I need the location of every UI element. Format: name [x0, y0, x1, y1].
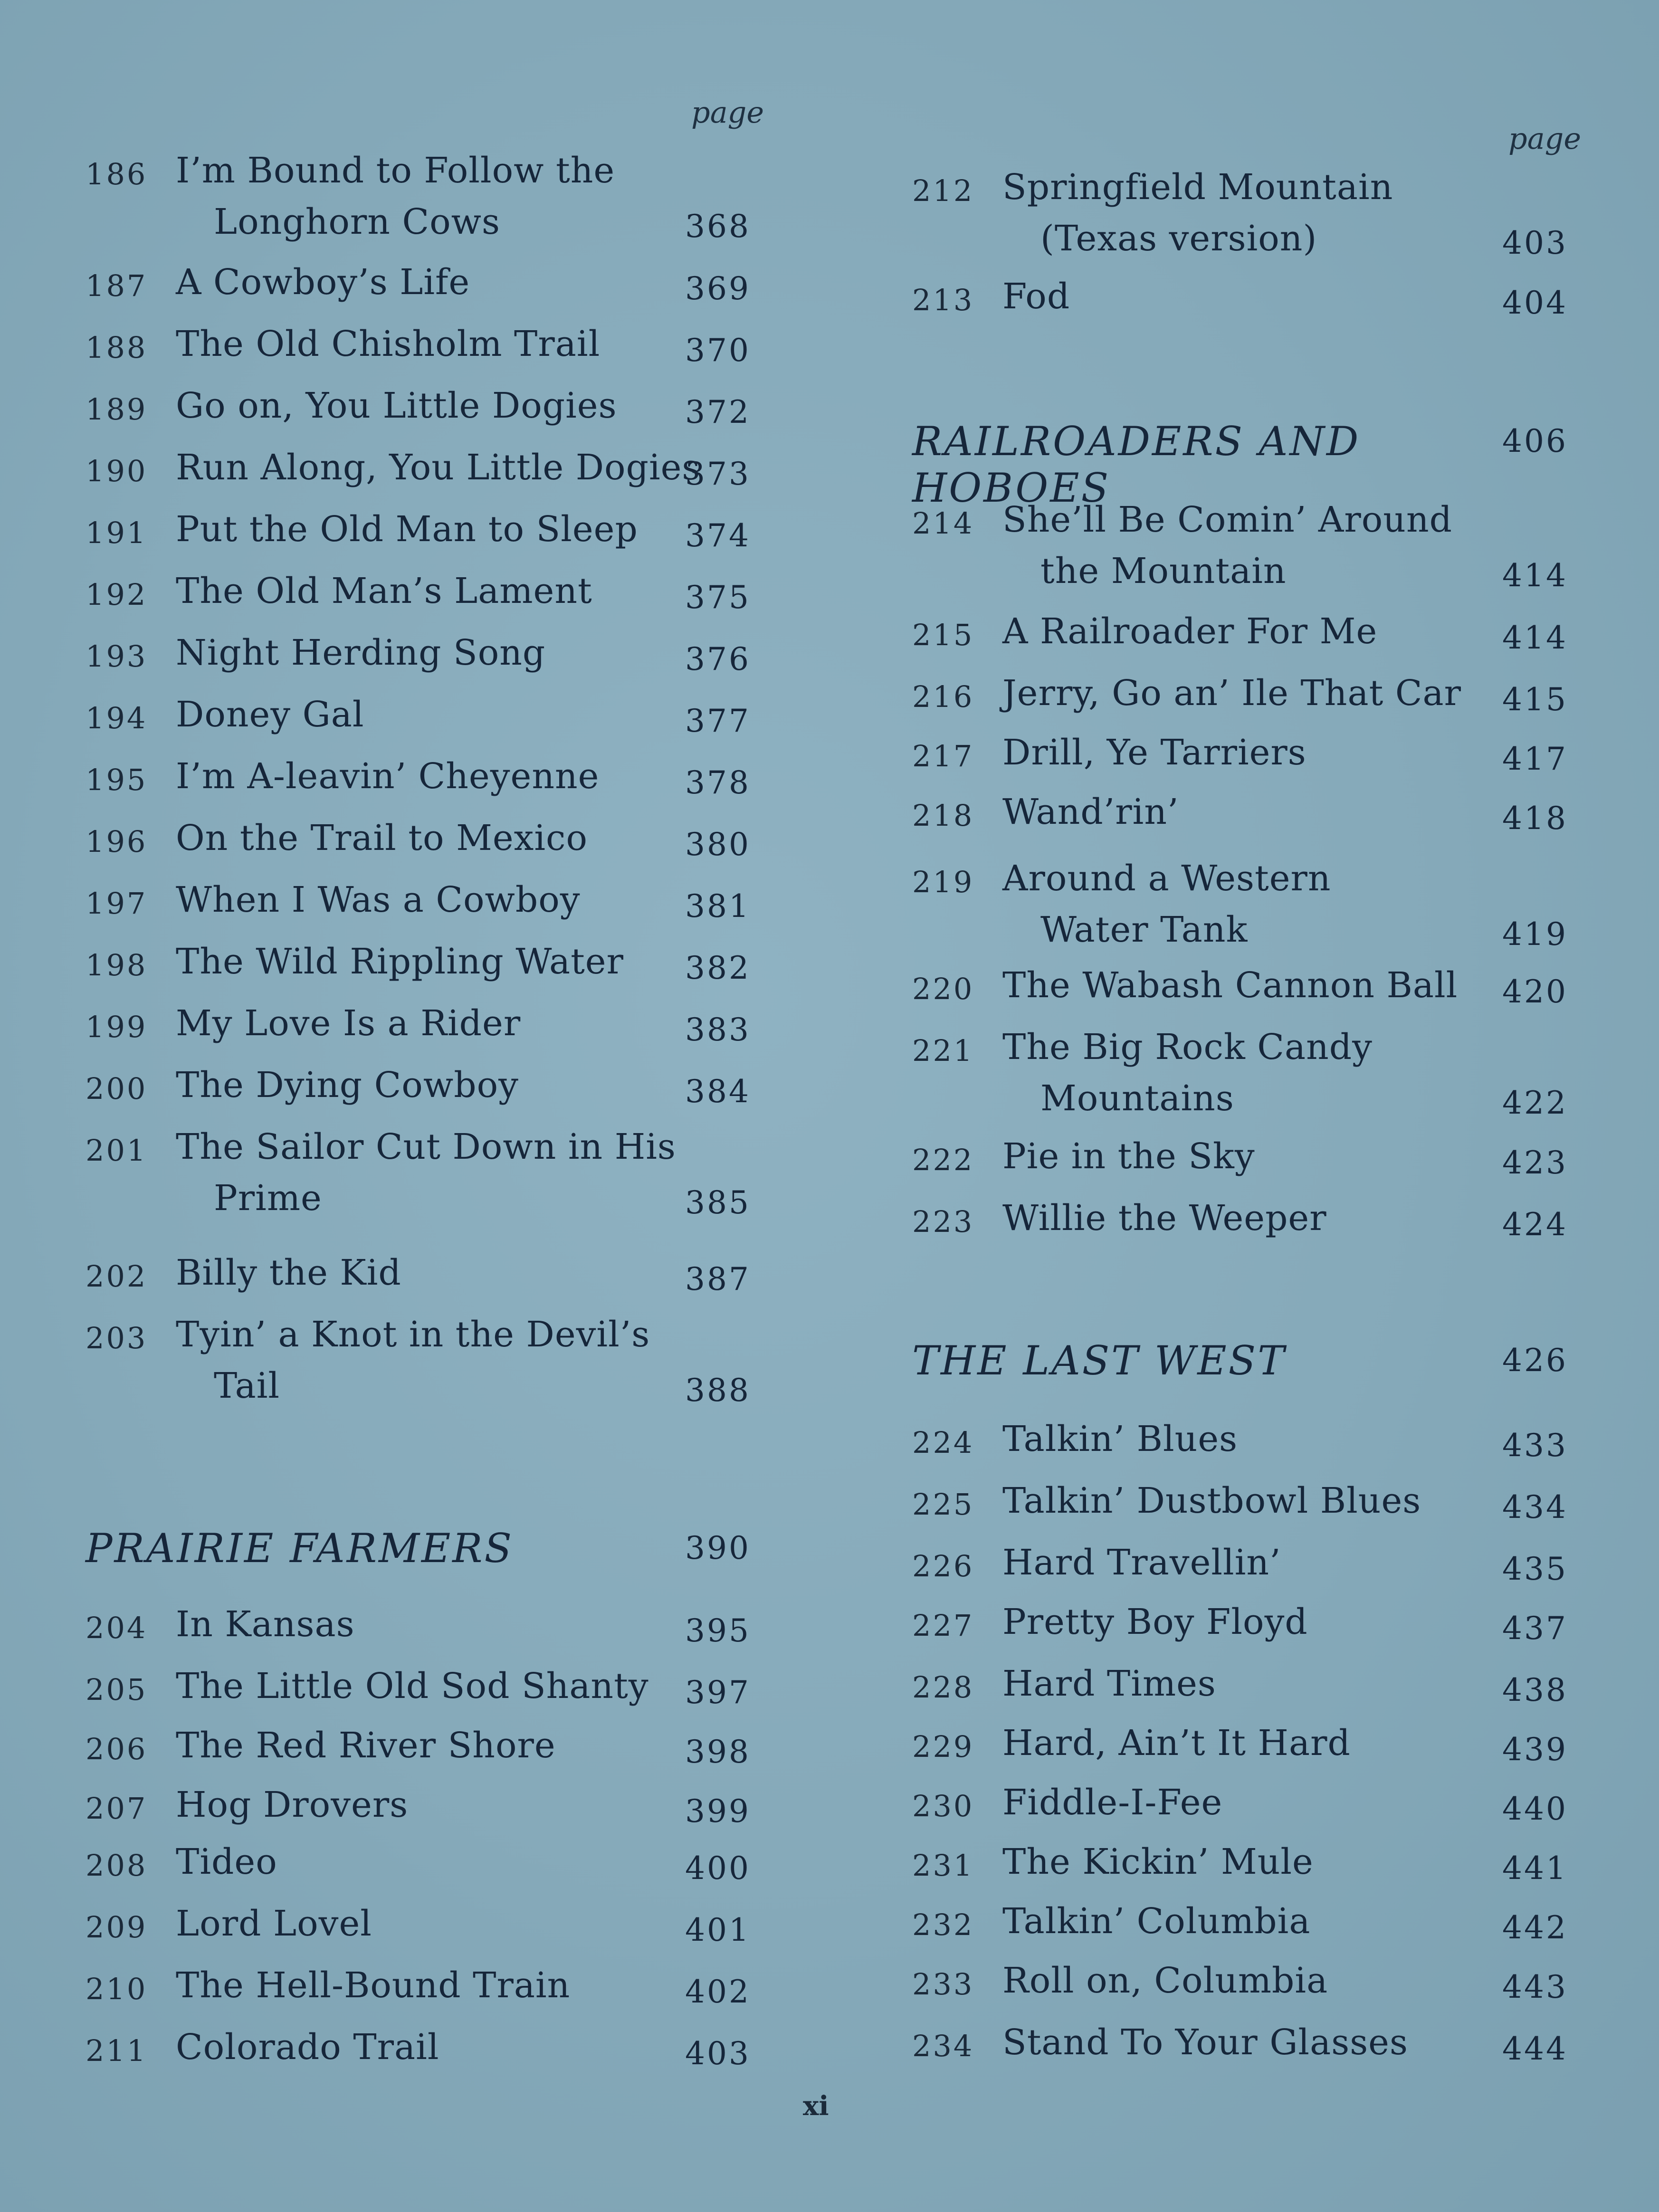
entry-page-number: 419 — [1502, 916, 1568, 953]
entry-title: Pretty Boy Floyd — [1002, 1602, 1308, 1642]
entry-page-number: 437 — [1502, 1610, 1568, 1647]
entry-page-number: 383 — [685, 1011, 751, 1048]
entry-page-number: 388 — [685, 1372, 751, 1409]
entry-title: Hog Drovers — [176, 1784, 409, 1825]
entry-number: 220 — [912, 972, 974, 1006]
entry-page-number: 385 — [685, 1184, 751, 1221]
entry-title: I’m A-leavin’ Cheyenne — [176, 756, 600, 797]
entry-title: The Dying Cowboy — [176, 1065, 519, 1106]
entry-page-number: 372 — [685, 394, 751, 430]
entry-title: The Little Old Sod Shanty — [176, 1666, 649, 1707]
entry-number: 215 — [912, 618, 974, 652]
entry-title: Drill, Ye Tarriers — [1002, 732, 1306, 773]
entry-number: 228 — [912, 1670, 974, 1705]
entry-page-number: 438 — [1502, 1672, 1568, 1708]
entry-title: Tideo — [176, 1841, 277, 1882]
entry-page-number: 443 — [1502, 1969, 1568, 2005]
entry-page-number: 440 — [1502, 1791, 1568, 1827]
entry-page-number: 418 — [1502, 800, 1568, 837]
entry-page-number: 399 — [685, 1793, 751, 1830]
entry-title: The Red River Shore — [176, 1725, 556, 1766]
section-title: PRAIRIE FARMERS — [86, 1525, 514, 1572]
entry-number: 230 — [912, 1789, 974, 1823]
entry-number: 234 — [912, 2029, 974, 2063]
entry-title: The Kickin’ Mule — [1002, 1841, 1314, 1882]
entry-title: Roll on, Columbia — [1002, 1960, 1328, 2001]
entry-number: 229 — [912, 1729, 974, 1764]
entry-page-number: 380 — [685, 826, 751, 863]
entry-number: 232 — [912, 1907, 974, 1942]
entry-number: 191 — [86, 515, 148, 550]
entry-page-number: 400 — [685, 1850, 751, 1887]
entry-number: 194 — [86, 701, 148, 735]
entry-page-number: 375 — [685, 579, 751, 616]
entry-number: 189 — [86, 392, 148, 427]
entry-number: 223 — [912, 1204, 974, 1239]
entry-page-number: 417 — [1502, 741, 1568, 777]
entry-title: The Wabash Cannon Ball — [1002, 965, 1458, 1006]
entry-page-number: 424 — [1502, 1206, 1568, 1243]
entry-page-number: 370 — [685, 332, 751, 369]
entry-number: 217 — [912, 739, 974, 773]
entry-title: Run Along, You Little Dogies — [176, 447, 701, 488]
entry-number: 231 — [912, 1848, 974, 1883]
entry-title: In Kansas — [176, 1604, 355, 1645]
entry-title: Tyin’ a Knot in the Devil’s — [176, 1314, 650, 1355]
page-column-header: page — [691, 95, 764, 130]
entry-number: 233 — [912, 1967, 974, 2002]
entry-number: 205 — [86, 1672, 148, 1707]
entry-number: 221 — [912, 1033, 974, 1068]
entry-title: Billy the Kid — [176, 1252, 401, 1293]
entry-title: I’m Bound to Follow the — [176, 150, 615, 191]
entry-page-number: 435 — [1502, 1551, 1568, 1587]
entry-number: 207 — [86, 1791, 148, 1826]
entry-page-number: 387 — [685, 1261, 751, 1297]
entry-title: Night Herding Song — [176, 632, 546, 673]
entry-title: Put the Old Man to Sleep — [176, 509, 638, 550]
page-column-header: page — [1508, 121, 1582, 156]
entry-page-number: 402 — [685, 1974, 751, 2010]
entry-title: The Old Chisholm Trail — [176, 324, 601, 364]
entry-title: Pie in the Sky — [1002, 1136, 1255, 1177]
entry-number: 225 — [912, 1487, 974, 1522]
entry-number: 192 — [86, 577, 148, 612]
entry-number: 209 — [86, 1910, 148, 1945]
entry-number: 212 — [912, 173, 974, 208]
entry-title: My Love Is a Rider — [176, 1003, 521, 1044]
entry-page-number: 369 — [685, 270, 751, 307]
entry-number: 208 — [86, 1848, 148, 1883]
entry-number: 201 — [86, 1133, 148, 1168]
entry-page-number: 441 — [1502, 1850, 1568, 1887]
entry-number: 214 — [912, 506, 974, 541]
entry-number: 196 — [86, 824, 148, 859]
entry-number: 202 — [86, 1259, 148, 1294]
entry-title: Lord Lovel — [176, 1903, 372, 1944]
entry-page-number: 384 — [685, 1073, 751, 1110]
entry-title: When I Was a Cowboy — [176, 879, 581, 920]
entry-title: Fod — [1002, 276, 1070, 317]
entry-title: A Railroader For Me — [1002, 611, 1378, 652]
entry-title: Talkin’ Blues — [1002, 1419, 1238, 1459]
entry-page-number: 377 — [685, 703, 751, 739]
section-title: THE LAST WEST — [912, 1337, 1287, 1384]
entry-page-number: 404 — [1502, 285, 1568, 321]
entry-title-continued: (Texas version) — [1040, 218, 1317, 259]
entry-title: Around a Western — [1002, 858, 1331, 899]
entry-page-number: 423 — [1502, 1144, 1568, 1181]
entry-page-number: 373 — [685, 456, 751, 492]
entry-page-number: 422 — [1502, 1085, 1568, 1121]
entry-page-number: 433 — [1502, 1427, 1568, 1464]
entry-title: The Sailor Cut Down in His — [176, 1126, 676, 1167]
entry-page-number: 403 — [685, 2035, 751, 2072]
entry-page-number: 403 — [1502, 225, 1568, 261]
entry-number: 199 — [86, 1010, 148, 1044]
entry-title: Colorado Trail — [176, 2027, 439, 2068]
entry-title: Go on, You Little Dogies — [176, 385, 617, 426]
entry-title-continued: Prime — [214, 1178, 322, 1219]
entry-page-number: 376 — [685, 641, 751, 677]
entry-number: 193 — [86, 639, 148, 674]
entry-number: 186 — [86, 157, 148, 191]
entry-number: 197 — [86, 886, 148, 921]
entry-page-number: 414 — [1502, 620, 1568, 656]
entry-number: 206 — [86, 1732, 148, 1766]
entry-page-number: 401 — [685, 1912, 751, 1948]
entry-number: 187 — [86, 268, 148, 303]
entry-number: 216 — [912, 679, 974, 714]
entry-page-number: 382 — [685, 950, 751, 986]
entry-page-number: 378 — [685, 764, 751, 801]
entry-page-number: 398 — [685, 1734, 751, 1770]
entry-page-number: 442 — [1502, 1909, 1568, 1946]
entry-number: 222 — [912, 1143, 974, 1177]
entry-title: Doney Gal — [176, 694, 364, 735]
entry-number: 226 — [912, 1549, 974, 1583]
entry-page-number: 414 — [1502, 557, 1568, 594]
page-folio: xi — [803, 2090, 829, 2122]
section-title: RAILROADERS AND HOBOES — [912, 418, 1361, 511]
entry-page-number: 439 — [1502, 1731, 1568, 1768]
entry-title: The Wild Rippling Water — [176, 941, 624, 982]
entry-title: The Hell-Bound Train — [176, 1965, 571, 2006]
entry-title: Jerry, Go an’ Ile That Car — [1002, 673, 1461, 714]
entry-number: 198 — [86, 948, 148, 982]
entry-number: 210 — [86, 1972, 148, 2006]
entry-number: 195 — [86, 763, 148, 797]
entry-title: Hard Times — [1002, 1663, 1216, 1704]
entry-title: Talkin’ Columbia — [1002, 1901, 1311, 1942]
entry-number: 200 — [86, 1071, 148, 1106]
entry-title: Springfield Mountain — [1002, 167, 1393, 208]
entry-page-number: 397 — [685, 1674, 751, 1711]
entry-number: 227 — [912, 1608, 974, 1643]
entry-number: 213 — [912, 283, 974, 317]
entry-title: Talkin’ Dustbowl Blues — [1002, 1480, 1421, 1521]
entry-number: 190 — [86, 454, 148, 488]
entry-page-number: 381 — [685, 888, 751, 925]
entry-number: 204 — [86, 1611, 148, 1645]
entry-page-number: 434 — [1502, 1489, 1568, 1526]
entry-page-number: 368 — [685, 208, 751, 245]
section-page: 406 — [1502, 423, 1568, 459]
entry-page-number: 444 — [1502, 2031, 1568, 2067]
entry-number: 219 — [912, 865, 974, 899]
section-page: 390 — [685, 1530, 751, 1566]
entry-title: Willie the Weeper — [1002, 1198, 1327, 1239]
entry-number: 224 — [912, 1425, 974, 1460]
entry-number: 211 — [86, 2033, 148, 2068]
entry-title: Hard, Ain’t It Hard — [1002, 1723, 1351, 1764]
entry-page-number: 420 — [1502, 973, 1568, 1010]
entry-title: The Big Rock Candy — [1002, 1027, 1373, 1068]
entry-title: Wand’rin’ — [1002, 791, 1179, 832]
entry-title-continued: Longhorn Cows — [214, 201, 500, 242]
entry-number: 188 — [86, 330, 148, 365]
entry-page-number: 374 — [685, 517, 751, 554]
entry-page-number: 415 — [1502, 681, 1568, 718]
section-page: 426 — [1502, 1342, 1568, 1379]
entry-title-continued: Mountains — [1040, 1078, 1234, 1119]
entry-title-continued: Tail — [214, 1365, 280, 1406]
entry-page-number: 395 — [685, 1612, 751, 1649]
entry-number: 203 — [86, 1321, 148, 1355]
entry-title: The Old Man’s Lament — [176, 571, 592, 611]
entry-title: Stand To Your Glasses — [1002, 2022, 1408, 2063]
entry-title: A Cowboy’s Life — [176, 262, 470, 303]
entry-title: She’ll Be Comin’ Around — [1002, 499, 1452, 540]
entry-title: Fiddle-I-Fee — [1002, 1782, 1223, 1823]
entry-title-continued: Water Tank — [1040, 909, 1248, 950]
entry-title: Hard Travellin’ — [1002, 1542, 1281, 1583]
entry-number: 218 — [912, 798, 974, 833]
entry-title: On the Trail to Mexico — [176, 818, 588, 858]
entry-title-continued: the Mountain — [1040, 551, 1287, 591]
